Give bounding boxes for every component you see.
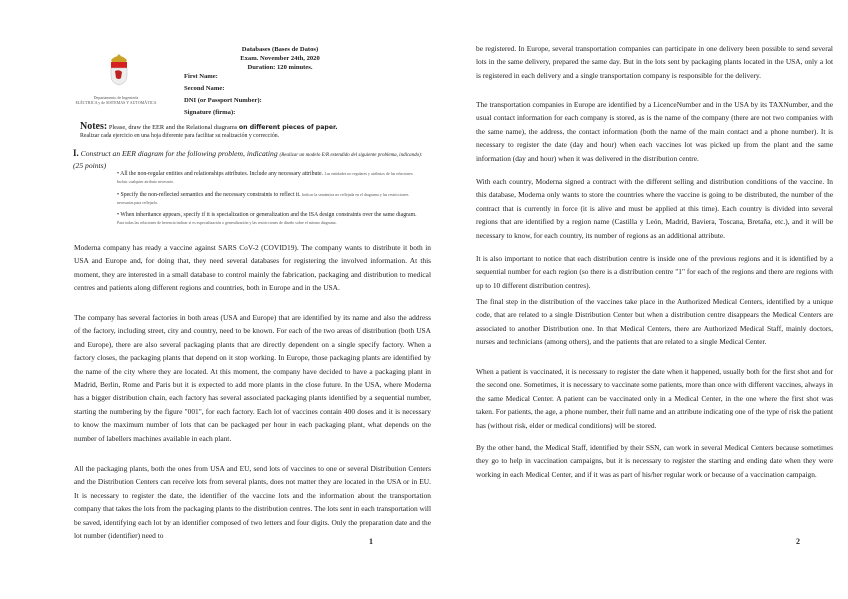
department-line-2: ELÉCTRICA y de SISTEMAS Y AUTOMÁTICA — [75, 100, 157, 105]
section-title-spanish: (Realizar un modelo E/R extendido del siguiente problema, indicando): — [279, 153, 423, 158]
notes-text: Please, draw the EER and the Relational diagrams — [108, 124, 238, 131]
requirement-text: Specify the non-reflected semantics and the necessary constraints to reflect it. — [120, 191, 301, 198]
notes-emphasis: on different pieces of paper. — [238, 124, 338, 131]
notes-label: Notes: — [80, 121, 108, 132]
department-name — [70, 95, 162, 105]
paragraph: By the other hand, the Medical Staff, identified by their SSN, can work in several Medical Centers because sometimes they go to help in vaccination campaigns, but it is necessary to register the starting and ending date when they were working in each Medical Center, and if it was as part of his/her regular work or because of a vaccination campaign. — [476, 443, 833, 479]
requirement-text: All the non-regular entities and relationships attributes. Include any necessary attribute. — [120, 171, 323, 177]
paragraph: Moderna company has ready a vaccine against SARS CoV-2 (COVID19). The company wants to distribute it both in USA and Europe and, for doing that, they need several databases for registering the involved information. At this moment, they are interested in a small database to control mainly the fabrication, packaging and distribution to medical centres and patients along different regions and countries, both in Europe and in the USA. — [74, 243, 431, 293]
section-number: I. — [73, 148, 79, 158]
second-name-label: Second Name: — [184, 85, 225, 92]
paragraph: The transportation companies in Europe are identified by a LicenceNumber and in the USA by its TAXNumber, and the usual contact information for each company is stored, as is the name of the company (there are not two companies with the same name), the address, the contact information (both the name of the main contact and a phone number). It is necessary to register the date (day and hour) when each vaccines lot was picked up from the plant and the same information (day and hour) when it was delivered in the distribution centre. — [476, 100, 833, 163]
paragraph: All the packaging plants, both the ones from USA and EU, send lots of vaccines to one or several Distribution Centers and the Distribution Centers can receive lots from several plants, does not matter they are located in the USA or in EU. It is necessary to register the date, the identifier of the vaccine lots and the information about the transportation company that takes the lots from the packaging plants to the distribution centres. The lots sent in each transportation will be saved, identifying each lot by an identifier composed of two letters and four digits. Only the preparation date and the lot number (identifier) need to — [74, 464, 431, 541]
requirement-item — [117, 212, 417, 228]
paragraph: The company has several factories in both areas (USA and Europe) that are identified by its name and also the address of the factory, including street, city and country, need to be known. For each of the two areas of distribution (both USA and Europe), there are also several packaging plants that are directly dependent on a single specify factory. When a factory closes, the packaging plants that depend on it stop working. In Europe, those packaging plants are identified by the name of the city where they are located. At this moment, the company have decided to have a packaging plant in Madrid, Berlin, Rome and Paris but it is expected to add more plants in the close future. In the USA, where Moderna has a bigger distribution chain, each factory has several associated packaging plants identified by a sequential number, starting the numbering by the figure "001", for each factory. Each lot of vaccines contain 400 doses and it is necessary to know the maximum number of lots that can be packaged per hour in each packaging plant, what depends on the number of labellers machines available in each plant. — [74, 313, 431, 443]
requirement-text: When inheritance appears, specify if it is specialization or generalization and the ISA design constraints over the same diagram. — [120, 211, 417, 218]
course-title: Databases (Bases de Datos) — [241, 46, 319, 53]
requirement-item — [117, 170, 417, 187]
first-name-label: First Name: — [184, 73, 218, 80]
exam-duration: Duration: 120 minutes. — [247, 64, 313, 71]
section-points: (25 points) — [73, 161, 107, 170]
notes — [80, 121, 338, 132]
requirements-list — [117, 170, 417, 231]
notes-spanish: Realizar cada ejercicio en una hoja diferente para facilitar su realización y corrección. — [80, 133, 280, 139]
requirement-text-es: Las entidades no regulares y atributos de las relaciones. Incluir cualquier atributo necesario. — [117, 171, 414, 185]
dni-label: DNI (or Passport Number): — [184, 97, 262, 104]
section-title: Construct an EER diagram for the following problem, indicating — [80, 149, 278, 158]
exam-date: Exam. November 24th, 2020 — [240, 55, 320, 62]
paragraph: With each country, Moderna signed a contract with the different selling and distribution conditions of the vaccine. In this database, Moderna only wants to store the countries where the vaccine is going to be distributed, the number of the contract that is currently in force (it is alive and must be applied at this time). Each country is divided into several regions that are identified by a region name (Castilla y León, Madrid, Baviera, Toscana, Bretaña, etc.), and it will be necessary to know, for each country, its number of regions as an additional attribute. — [476, 177, 833, 240]
section-heading — [73, 148, 423, 171]
university-crest-logo — [107, 52, 131, 86]
signature-label: Signature (firma): — [184, 109, 236, 116]
requirement-item — [117, 191, 417, 208]
paragraph: When a patient is vaccinated, it is necessary to register the date when it happened, usually both for the first shot and for the second one. Sometimes, it is necessary to vaccinate some patients, more than once with different vaccines, always in the same Medical Center. A patient can be vaccinated only in a Medical Center, in the one where the first shot was taken. For patients, the age, a phone number, their full name and an attribute indicating one of the type of risk the patient has (without risk, elder or medical conditions) will be stored. — [476, 367, 833, 430]
exam-header — [200, 45, 360, 72]
page-2 — [424, 0, 848, 599]
paragraph: It is also important to notice that each distribution centre is inside one of the previous regions and it is identified by a sequential number for each region (so there is a distribution centre "1" for each of the regions and there are regions with up to 10 different distribution centres). — [476, 254, 833, 290]
page-number: 2 — [796, 537, 800, 546]
department-line-1: Departamento de Ingeniería — [93, 95, 139, 100]
paragraph: The final step in the distribution of the vaccines take place in the Authorized Medical Centers, identified by a unique code, that are related to a single Distribution Center but when a distribution centre disappears the Medical Centers are associated to another Distribution one. In that Medical Centers, there are Authorized Medical Staff, mainly doctors, nurses and technicians (among others), and the patients that are related to a single Medical Center. — [476, 297, 833, 347]
requirement-text-es: Para todas las relaciones de herencia indicar si es especialización o generalización y las restricciones de diseño sobre el mismo diagrama. — [117, 220, 337, 226]
paragraph: be registered. In Europe, several transportation companies can participate in one delivery been possible to send several lots in the same delivery, prepared the same day. But in the lots sent by packaging plants located in the USA, only a lot is registered in each delivery and a single transportation company is responsible for the delivery. — [476, 44, 833, 80]
requirement-text-es: Indicar la semántica no reflejada en el diagrama y las restricciones necesarias para reflejarla. — [117, 191, 409, 206]
page-number: 1 — [369, 537, 373, 546]
